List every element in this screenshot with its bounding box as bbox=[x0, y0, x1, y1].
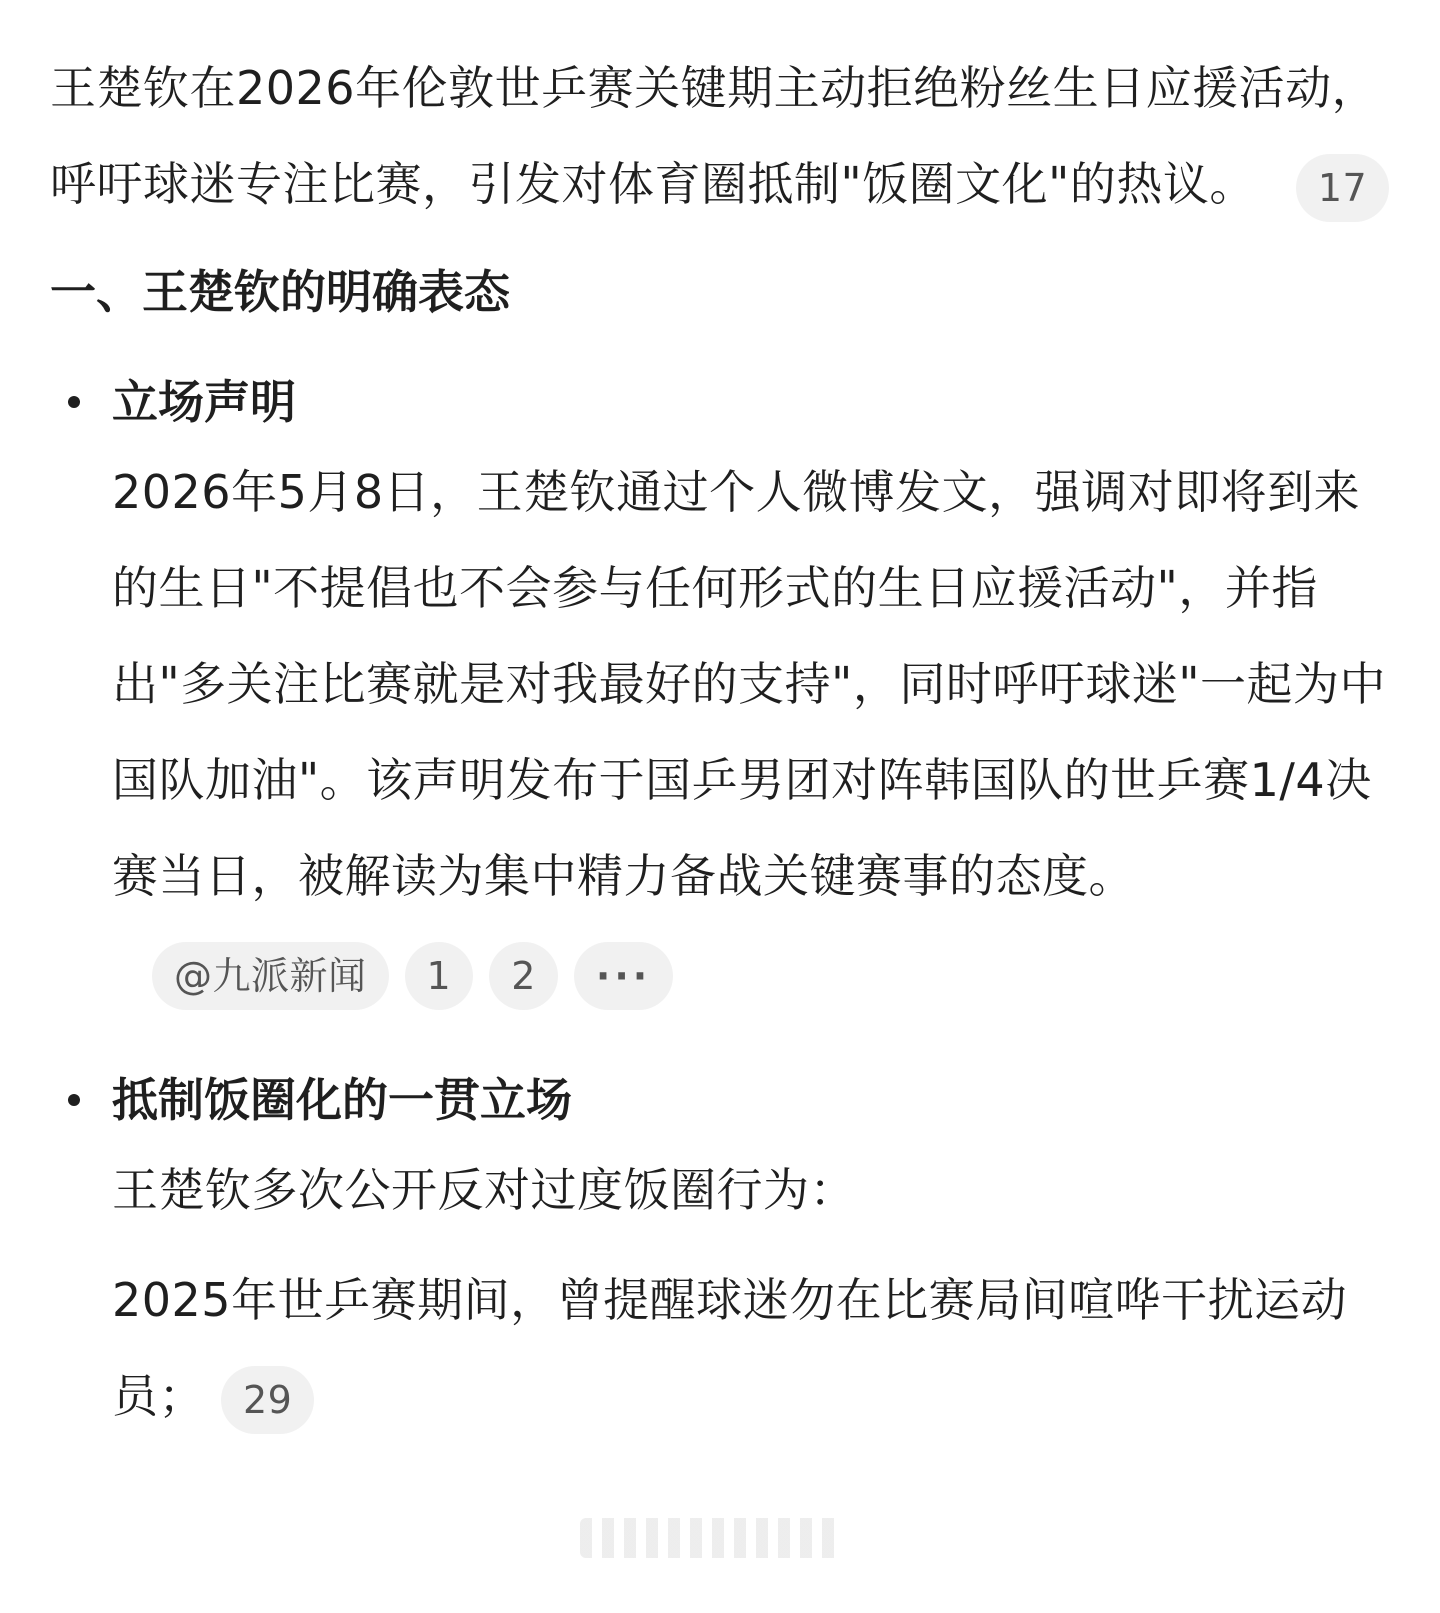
bullet-title: 立场声明 bbox=[112, 375, 296, 429]
citation-badge[interactable]: 29 bbox=[221, 1366, 314, 1434]
bullet-dot-icon bbox=[68, 1094, 80, 1106]
watermark-stripes bbox=[580, 1518, 840, 1558]
bullet-item-statement bbox=[50, 372, 1400, 1020]
bullet-text: 2026年5月8日，王楚钦通过个人微博发文，强调对即将到来的生日"不提倡也不会参与任何形式的生日应援活动"，并指出"多关注比赛就是对我最好的支持"，同时呼吁球迷"一起为中国队加油"。该声明发布于国乒男团对阵韩国队的世乒赛1/4决赛当日，被解读为集中精力备战关键赛事的态度。 bbox=[112, 465, 1386, 903]
intro-text: 王楚钦在2026年伦敦世乒赛关键期主动拒绝粉丝生日应援活动，呼吁球迷专注比赛，引发对体育圈抵制"饭圈文化"的热议。 bbox=[50, 61, 1379, 211]
bullet-paragraph bbox=[112, 444, 1400, 1020]
section-heading: 一、王楚钦的明确表态 bbox=[50, 265, 510, 319]
bullet-dot-icon bbox=[68, 396, 80, 408]
citation-badge[interactable]: 1 bbox=[405, 942, 474, 1010]
bullet-paragraph: 王楚钦多次公开反对过度饭圈行为： bbox=[112, 1163, 856, 1217]
intro-paragraph bbox=[50, 40, 1400, 232]
citation-badge[interactable]: 2 bbox=[489, 942, 558, 1010]
bullet-text: 2025年世乒赛期间，曾提醒球迷勿在比赛局间喧哗干扰运动员； bbox=[112, 1273, 1348, 1423]
citation-badge[interactable]: 17 bbox=[1296, 154, 1389, 222]
bullet-paragraph bbox=[112, 1252, 1400, 1444]
bullet-item-stance bbox=[50, 1070, 1400, 1444]
bullet-title: 抵制饭圈化的一贯立场 bbox=[112, 1073, 572, 1127]
source-badge[interactable]: @九派新闻 bbox=[152, 942, 389, 1010]
article-content bbox=[50, 40, 1400, 1444]
more-citations-button[interactable]: ··· bbox=[574, 942, 673, 1010]
